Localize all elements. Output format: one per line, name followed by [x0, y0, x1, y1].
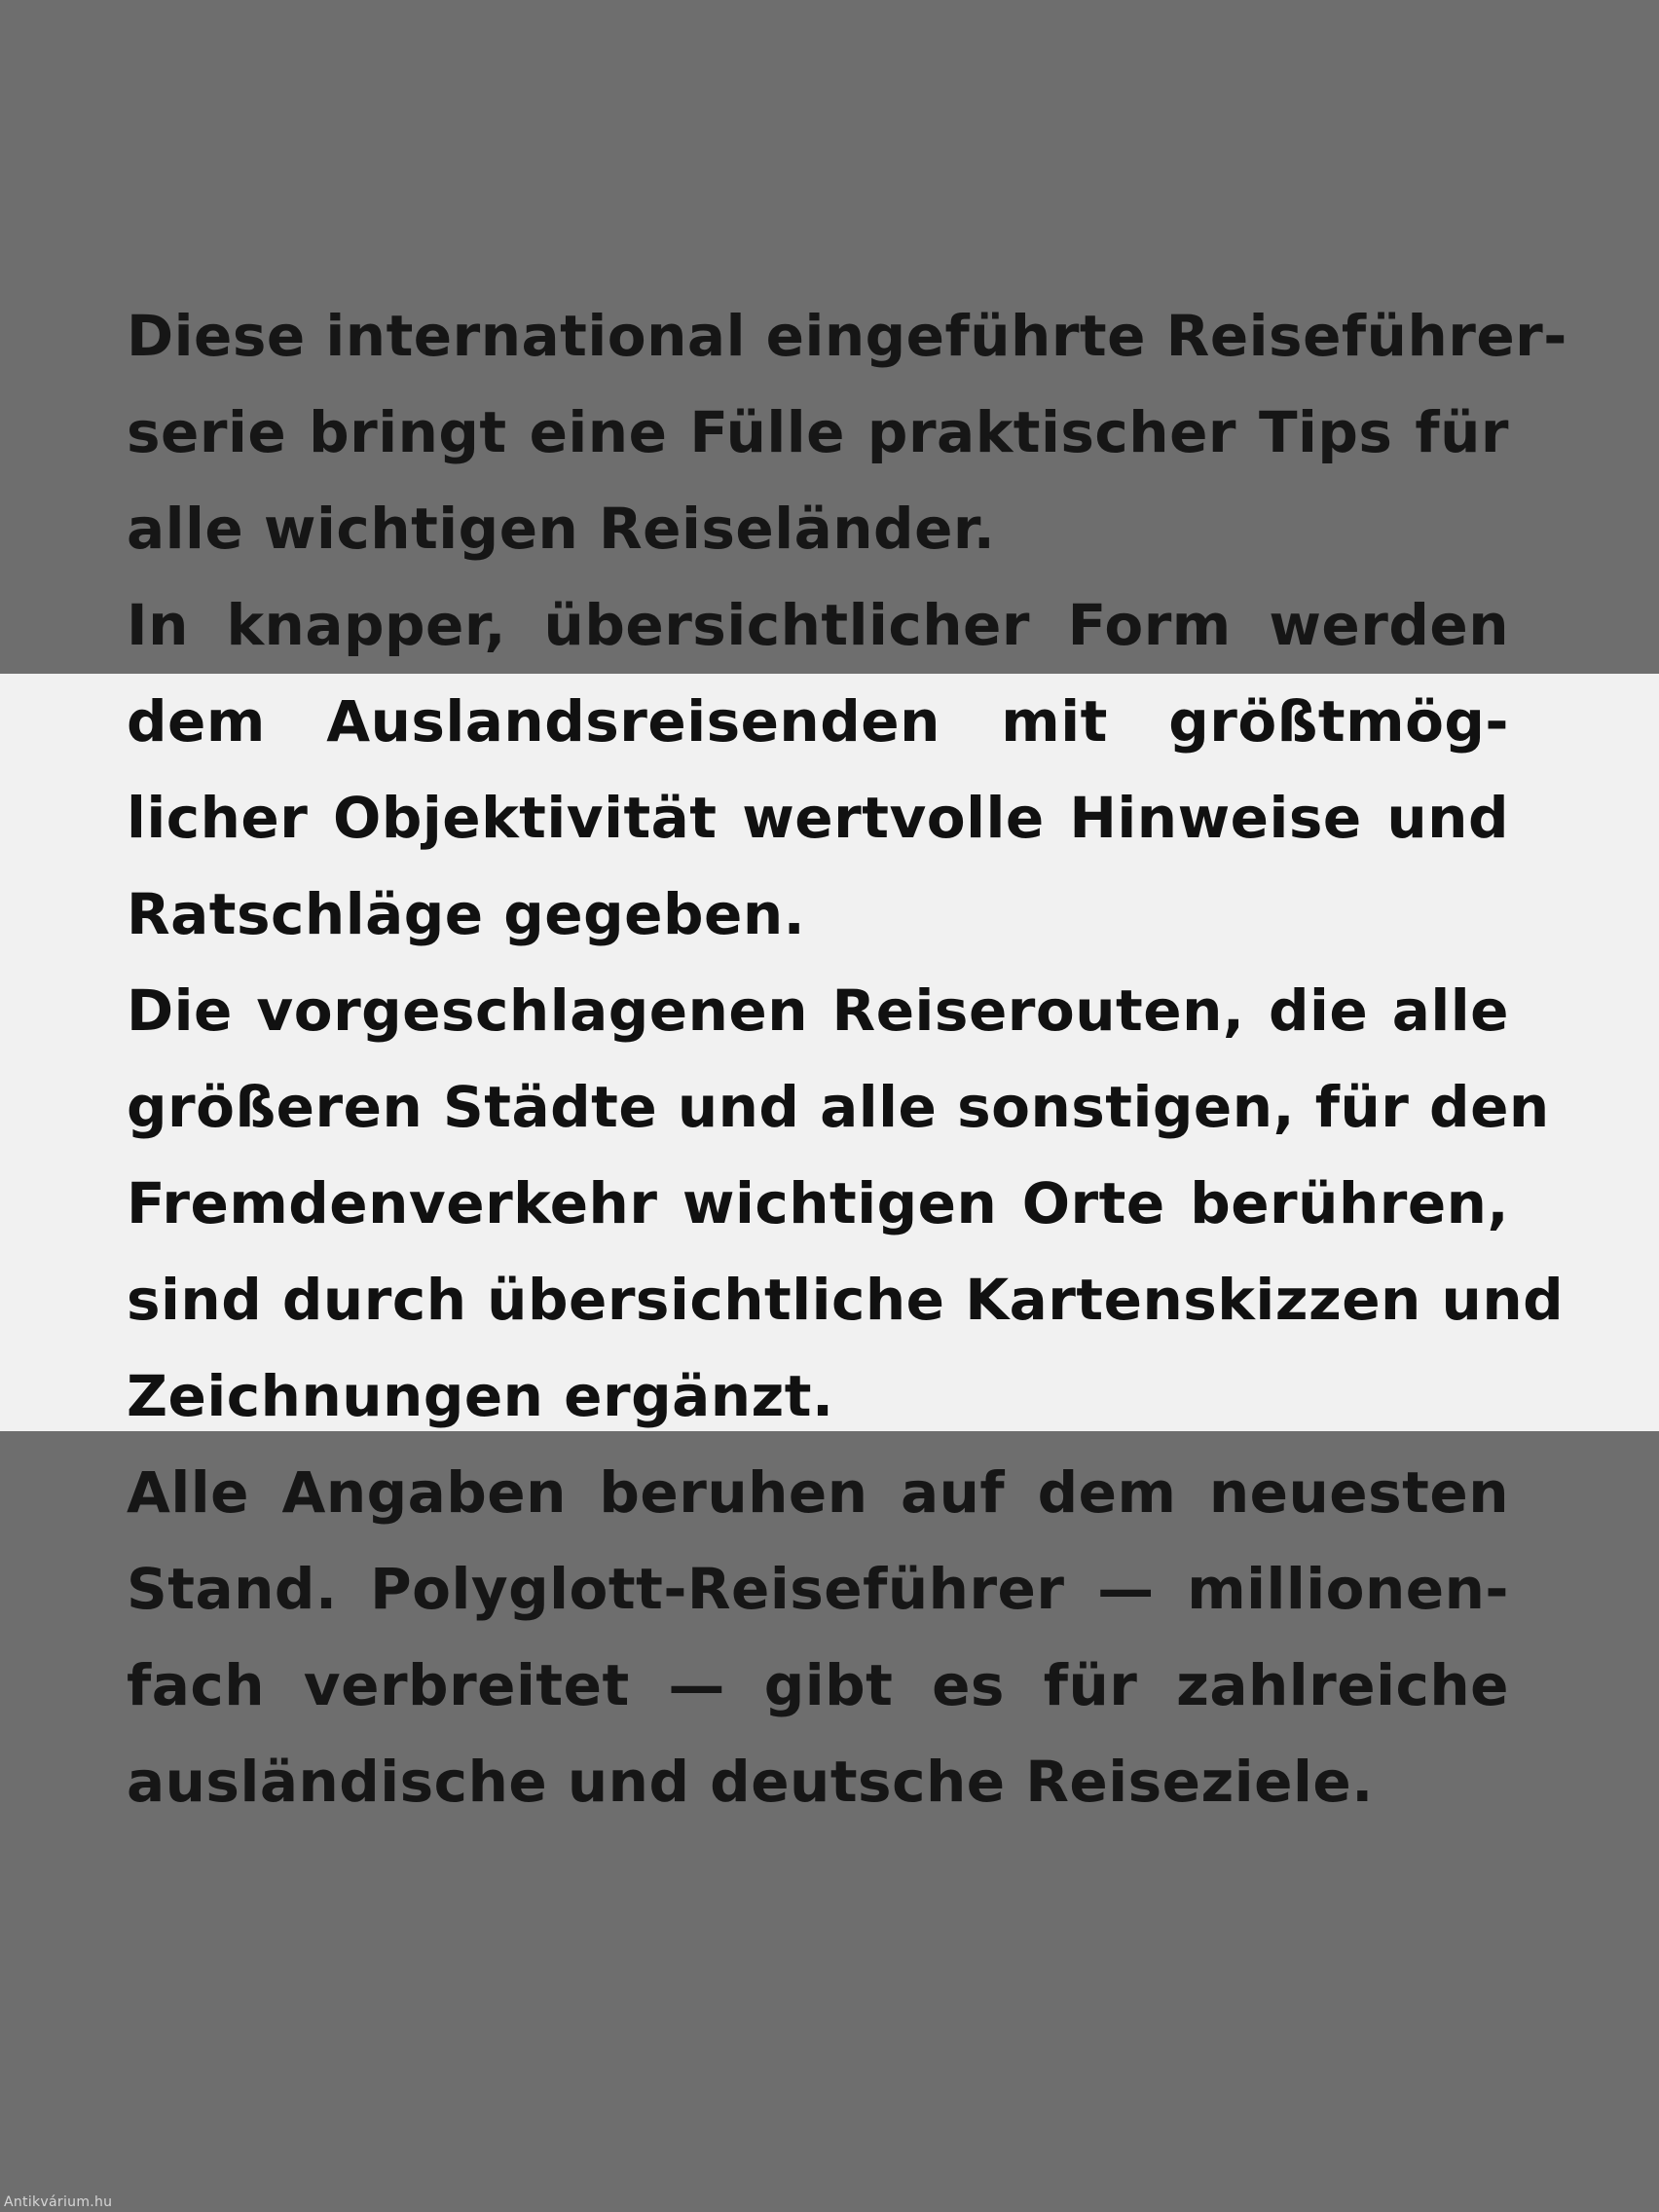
- text-line: Alle Angaben beruhen auf dem neuesten: [127, 1459, 1509, 1526]
- watermark: Antikvárium.hu: [4, 2194, 113, 2210]
- text-line: serie bringt eine Fülle praktischer Tips für: [127, 399, 1509, 465]
- text-line: ausländische und deutsche Reiseziele.: [127, 1749, 1374, 1815]
- text-line: sind durch übersichtliche Kartenskizzen und: [127, 1267, 1565, 1333]
- text-line: dem Auslandsreisenden mit größtmög-: [127, 688, 1509, 755]
- text-line: fach verbreitet — gibt es für zahlreiche: [127, 1652, 1509, 1718]
- text-line: Ratschläge gegeben.: [127, 881, 806, 947]
- text-line: Stand. Polyglott-Reiseführer — millionen-: [127, 1556, 1509, 1622]
- text-line: Fremdenverkehr wichtigen Orte berühren,: [127, 1170, 1509, 1236]
- text-line: alle wichtigen Reiseländer.: [127, 496, 996, 562]
- back-cover-text: [127, 288, 1567, 1830]
- text-line: Die vorgeschlagenen Reiserouten, die alle: [127, 977, 1509, 1044]
- text-line: Diese international eingeführte Reiseführer-: [127, 303, 1567, 369]
- text-line: Zeichnungen ergänzt.: [127, 1363, 834, 1429]
- text-line: größeren Städte und alle sonstigen, für den: [127, 1074, 1550, 1140]
- text-line: licher Objektivität wertvolle Hinweise und: [127, 785, 1509, 851]
- text-line: In knapper, übersichtlicher Form werden: [127, 592, 1509, 658]
